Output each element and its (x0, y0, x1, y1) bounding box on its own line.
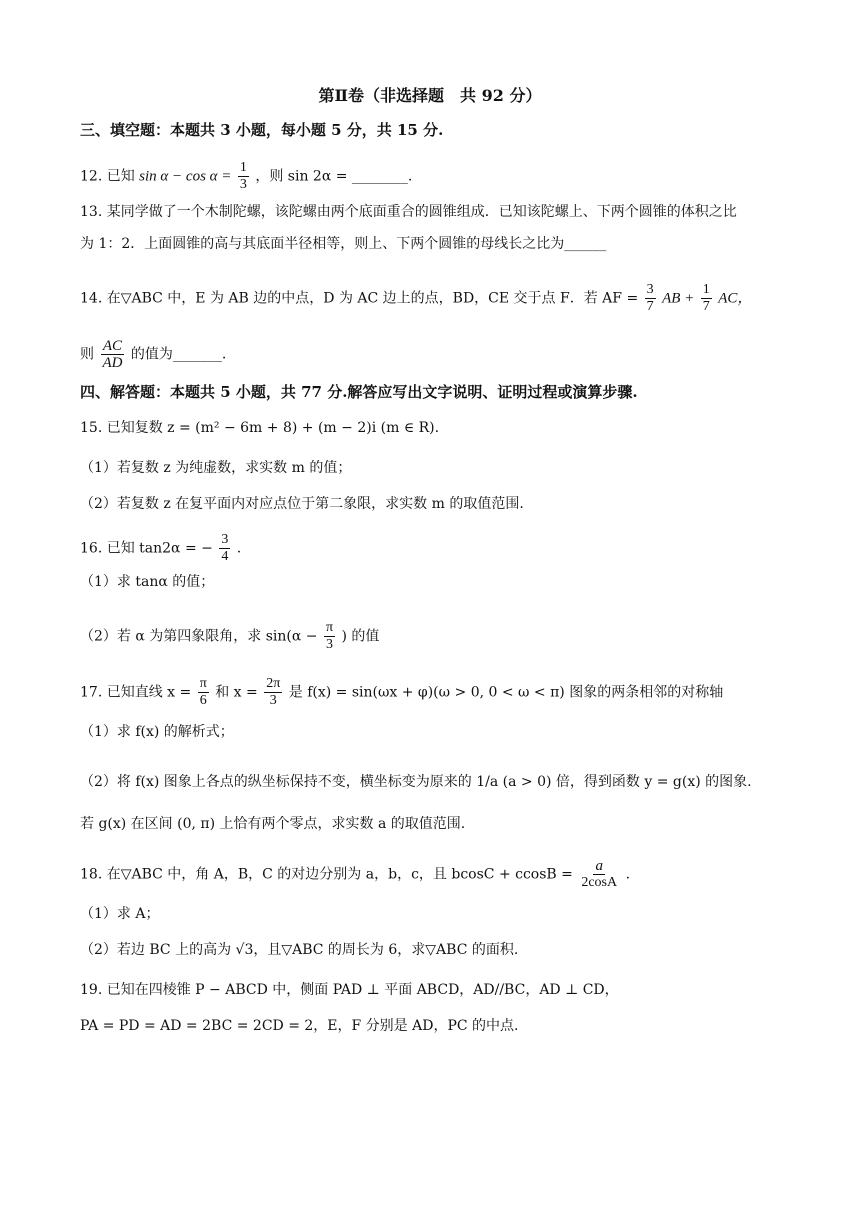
question-14-line-1 (80, 282, 820, 315)
question-15-part-1: （1）若复数 z 为纯虚数，求实数 m 的值； (80, 460, 352, 476)
q16-p2-frac-den: 3 (325, 637, 333, 652)
q16-stem-suffix: . (236, 540, 242, 557)
q14-frac2-num: 1 (702, 282, 710, 297)
q14-text: 14. 在▽ABC 中，E 为 AB 边的中点，D 为 AC 边上的点，BD，CE 交于点 F．若 AF = (80, 290, 643, 307)
q18-frac-num: a (595, 858, 603, 874)
section-fill-in-heading: 三、填空题：本题共 3 小题，每小题 5 分，共 15 分. (80, 121, 444, 139)
q17-frac2-den: 3 (269, 693, 277, 708)
q17-stem-prefix: 17. 已知直线 x = (80, 684, 192, 701)
question-17-part-1: （1）求 f(x) 的解析式； (80, 724, 234, 740)
q14-fraction-1 (645, 282, 656, 315)
q17-frac1-den: 6 (199, 693, 207, 708)
q17-stem-mid: 和 x = (215, 684, 258, 701)
q16-frac-num: 3 (221, 532, 229, 547)
question-18-part-2: （2）若边 BC 上的高为 √3，且▽ABC 的周长为 6，求▽ABC 的面积. (80, 942, 519, 958)
question-17-part-2: （2）将 f(x) 图象上各点的纵坐标保持不变，横坐标变为原来的 1/a (a > 0) 倍，得到函数 y = g(x) 的图象. (80, 774, 752, 790)
q12-suffix: ，则 sin 2α = ________. (255, 168, 413, 185)
question-13-line-1: 13. 某同学做了一个木制陀螺，该陀螺由两个底面重合的圆锥组成．已知该陀螺上、下两个圆锥的体积之比 (80, 204, 737, 220)
q18-stem-prefix: 18. 在▽ABC 中，角 A，B，C 的对边分别为 a，b，c，且 bcosC + ccosB = (80, 866, 573, 883)
q14-frac3-num: AC (102, 338, 123, 354)
question-15-part-2: （2）若复数 z 在复平面内对应点位于第二象限，求实数 m 的取值范围. (80, 496, 524, 512)
q16-p2-fraction (324, 620, 335, 653)
section-answer-heading: 四、解答题：本题共 5 小题，共 77 分.解答应写出文字说明、证明过程或演算步骤. (80, 383, 638, 401)
question-17-part-2-continued: 若 g(x) 在区间 (0, π) 上恰有两个零点，求实数 a 的取值范围. (80, 816, 466, 832)
question-19-line-1: 19. 已知在四棱锥 P − ABCD 中，侧面 PAD ⊥ 平面 ABCD，AD//BC，AD ⊥ CD， (80, 982, 619, 998)
q14-frac1-den: 7 (646, 299, 654, 314)
q18-stem-suffix: . (625, 866, 631, 883)
q12-frac-den: 3 (239, 177, 247, 192)
question-18-part-1: （1）求 A； (80, 906, 160, 922)
q17-fraction-2 (264, 676, 282, 709)
q14-line2-prefix: 则 (80, 346, 94, 363)
question-14-line-2 (80, 338, 820, 371)
q14-vector-ac: AC， (718, 290, 753, 307)
q12-frac-num: 1 (239, 160, 247, 175)
question-16-stem (80, 532, 820, 565)
q14-line2-suffix: 的值为_______. (130, 346, 227, 363)
q14-frac1-num: 3 (646, 282, 654, 297)
question-17-stem (80, 676, 820, 709)
question-16-part-1: （1）求 tanα 的值； (80, 574, 215, 590)
q16-p2-suffix: ) 的值 (341, 628, 380, 645)
q17-frac1-num: π (199, 676, 207, 691)
q16-frac-den: 4 (221, 549, 229, 564)
question-15-stem: 15. 已知复数 z = (m² − 6m + 8) + (m − 2)i (m ∈ R). (80, 420, 440, 436)
q16-stem-prefix: 16. 已知 tan2α = − (80, 540, 213, 557)
page-title: 第Ⅱ卷（非选择题 共 92 分） (318, 86, 542, 105)
q16-p2-prefix: （2）若 α 为第四象限角，求 sin(α − (80, 628, 318, 645)
q12-fraction (238, 160, 249, 193)
q14-fraction-3 (100, 338, 124, 371)
q14-vector-ab: AB + (662, 290, 695, 307)
q16-fraction (219, 532, 230, 565)
question-18-stem (80, 858, 820, 891)
question-19-line-2: PA = PD = AD = 2BC = 2CD = 2，E，F 分别是 AD，PC 的中点. (80, 1018, 519, 1034)
q16-p2-frac-num: π (325, 620, 334, 635)
question-16-part-2 (80, 620, 820, 653)
q14-fraction-2 (701, 282, 712, 315)
q14-frac2-den: 7 (702, 299, 710, 314)
q18-frac-den: 2cosA (581, 875, 618, 890)
q18-fraction (579, 858, 619, 891)
q17-stem-suffix: 是 f(x) = sin(ωx + φ)(ω > 0, 0 < ω < π) 图象的两条相邻的对称轴 (288, 684, 724, 701)
q17-frac2-num: 2π (266, 676, 281, 691)
question-12 (80, 160, 820, 193)
q12-expression: sin α − cos α = (139, 168, 232, 185)
q12-prefix: 12. 已知 (80, 168, 135, 185)
question-13-line-2: 为 1：2．上面圆锥的高与其底面半径相等，则上、下两个圆锥的母线长之比为______ (80, 236, 607, 252)
q17-fraction-1 (198, 676, 209, 709)
q14-frac3-den: AD (102, 355, 123, 371)
